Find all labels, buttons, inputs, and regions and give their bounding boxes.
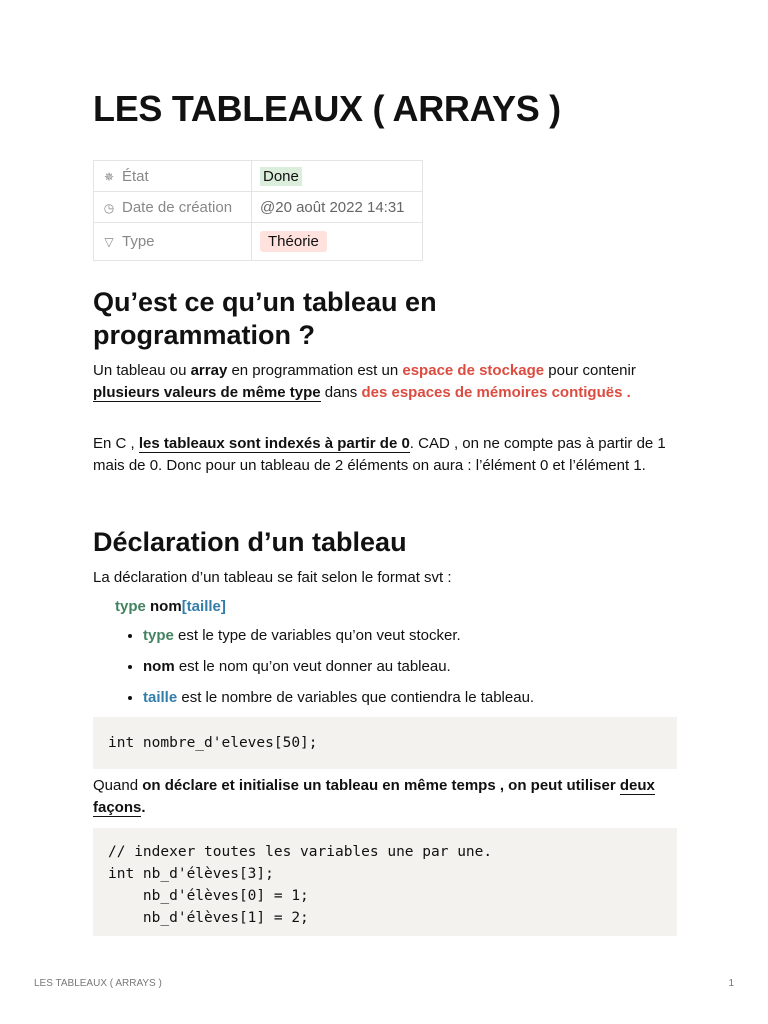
list-item: • taille est le nombre de variables que contiendra le tableau. — [143, 687, 683, 718]
property-value[interactable] — [252, 223, 423, 261]
property-value[interactable] — [252, 161, 423, 192]
page-number: 1 — [728, 978, 734, 989]
code-block[interactable]: // indexer toutes les variables une par une. int nb_d'élèves[3]; nb_d'élèves[0] = 1; nb_d'élèves[1] = 2; — [93, 828, 677, 936]
property-row-date — [94, 192, 423, 223]
paragraph-initialisation: Quand on déclare et initialise un tableau en même temps , on peut utiliser deux façons. — [93, 777, 655, 816]
page-title: LES TABLEAUX ( ARRAYS ) — [93, 88, 561, 129]
list-item: • type est le type de variables qu’on veut stocker. — [143, 625, 683, 656]
select-icon: ▽ — [104, 235, 114, 249]
property-value[interactable]: @20 août 2022 14:31 — [252, 192, 423, 223]
properties-table — [93, 160, 423, 261]
property-key: ◷ Date de création — [94, 192, 252, 223]
list-item: • nom est le nom qu’on veut donner au tableau. — [143, 656, 683, 687]
section-heading-definition: Qu’est ce qu’un tableau en programmation ? — [93, 287, 437, 350]
property-row-type — [94, 223, 423, 261]
property-row-etat — [94, 161, 423, 192]
type-tag: Théorie — [260, 231, 327, 252]
status-badge: Done — [260, 167, 302, 186]
footer-title: LES TABLEAUX ( ARRAYS ) — [34, 978, 162, 989]
section-heading-declaration: Déclaration d’un tableau — [93, 527, 407, 557]
paragraph-declaration-intro: La déclaration d’un tableau se fait selon le format svt : — [93, 569, 452, 586]
property-key: ▽ Type — [94, 223, 252, 261]
declaration-format: type nom[taille] — [115, 598, 226, 615]
code-block[interactable]: int nombre_d'eleves[50]; — [93, 717, 677, 769]
loading-icon: ✵ — [103, 169, 115, 184]
bullet-list — [123, 625, 683, 718]
clock-icon: ◷ — [103, 200, 115, 215]
property-key: ✵ État — [94, 161, 252, 192]
paragraph-definition: Un tableau ou array en programmation est un espace de stockage pour contenir plusieurs valeurs de même type dans des espaces de mémoires contiguës . — [93, 362, 636, 401]
paragraph-indexing: En C , les tableaux sont indexés à partir de 0. CAD , on ne compte pas à partir de 1 mais de 0. Donc pour un tableau de 2 éléments on aura : l’élément 0 et l’élément 1. — [93, 435, 666, 474]
